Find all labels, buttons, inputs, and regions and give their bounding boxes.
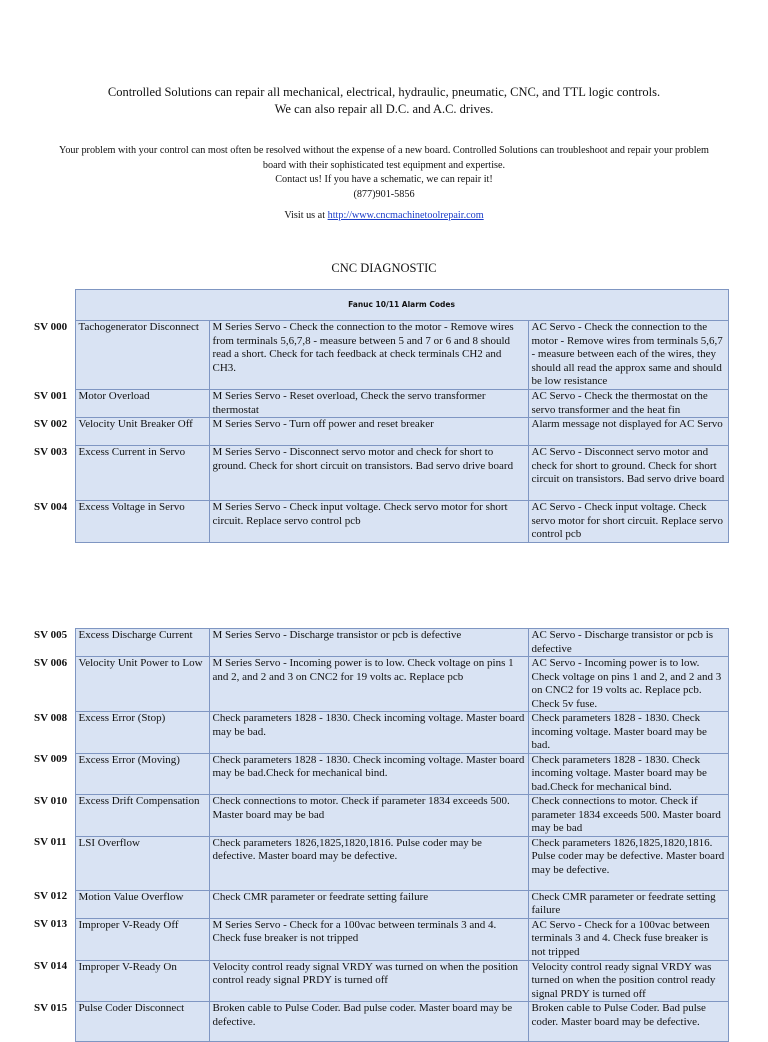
alarm-code: SV 002 [30,418,75,446]
intro-line-1: Controlled Solutions can repair all mechanical, electrical, hydraulic, pneumatic, CNC, and TTL logic controls. [107,85,661,99]
alarm-table-1 [30,289,729,543]
contact-para-2: board with their sophisticated test equipment and expertise. [262,159,506,171]
alarm-name: Excess Drift Compensation [75,795,209,837]
alarm-code: SV 006 [30,657,75,712]
table-row [30,1002,728,1042]
ac-servo-remedy: AC Servo - Discharge transistor or pcb is defective [528,629,728,657]
m-series-remedy: Check parameters 1828 - 1830. Check incoming voltage. Master board may be bad. [209,712,528,754]
alarm-code: SV 000 [30,321,75,390]
ac-servo-remedy: Broken cable to Pulse Coder. Bad pulse coder. Master board may be defective. [528,1002,728,1042]
ac-servo-remedy: AC Servo - Incoming power is to low. Check voltage on pins 1 and 2, and 2 and 3 on CNC2 for 19 volts ac. Replace pcb. Check 5v fuse. [528,657,728,712]
m-series-remedy: Broken cable to Pulse Coder. Bad pulse coder. Master board may be defective. [209,1002,528,1042]
m-series-remedy: M Series Servo - Incoming power is to low. Check voltage on pins 1 and 2, and 2 and 3 on CNC2 for 19 volts ac. Replace pcb [209,657,528,712]
ac-servo-remedy: AC Servo - Disconnect servo motor and check for short to ground. Check for short circuit on transistors. Bad servo drive board [528,446,728,501]
ac-servo-remedy: AC Servo - Check input voltage. Check servo motor for short circuit. Replace servo control pcb [528,501,728,543]
alarm-table-2 [30,628,729,1042]
ac-servo-remedy: Check parameters 1826,1825,1820,1816. Pulse coder may be defective. Master board may be defective. [528,836,728,890]
alarm-name: Excess Voltage in Servo [75,501,209,543]
page-heading: CNC DIAGNOSTIC [331,261,437,275]
alarm-code: SV 005 [30,629,75,657]
m-series-remedy: Check CMR parameter or feedrate setting failure [209,890,528,918]
table-row [30,390,728,418]
table-title: Fanuc 10/11 Alarm Codes [75,290,728,321]
alarm-code: SV 003 [30,446,75,501]
table-row [30,795,728,837]
alarm-name: Excess Discharge Current [75,629,209,657]
alarm-code: SV 014 [30,960,75,1002]
m-series-remedy: Velocity control ready signal VRDY was turned on when the position control ready signal PRDY is turned off [209,960,528,1002]
alarm-code: SV 013 [30,918,75,960]
alarm-code: SV 011 [30,836,75,890]
ac-servo-remedy: Velocity control ready signal VRDY was turned on when the position control ready signal PRDY is turned off [528,960,728,1002]
alarm-name: Motion Value Overflow [75,890,209,918]
ac-servo-remedy: Alarm message not displayed for AC Servo [528,418,728,446]
intro-block [0,84,768,118]
ac-servo-remedy: AC Servo - Check the connection to the motor - Remove wires from terminals 5,6,7 - measure between each of the wires, they should all read the approx same and should be low resistance [528,321,728,390]
alarm-code: SV 015 [30,1002,75,1042]
alarm-name: Excess Error (Stop) [75,712,209,754]
m-series-remedy: Check parameters 1826,1825,1820,1816. Pulse coder may be defective. Master board may be defective. [209,836,528,890]
intro-line-2: We can also repair all D.C. and A.C. drives. [274,102,494,116]
table-row [30,753,728,795]
table-row [30,712,728,754]
alarm-name: Velocity Unit Breaker Off [75,418,209,446]
alarm-code: SV 008 [30,712,75,754]
m-series-remedy: Check parameters 1828 - 1830. Check incoming voltage. Master board may be bad.Check for mechanical bind. [209,753,528,795]
visit-label: Visit us at [284,210,328,221]
m-series-remedy: M Series Servo - Turn off power and reset breaker [209,418,528,446]
table-row [30,890,728,918]
alarm-name: Tachogenerator Disconnect [75,321,209,390]
ac-servo-remedy: Check connections to motor. Check if parameter 1834 exceeds 500. Master board may be bad [528,795,728,837]
alarm-name: Velocity Unit Power to Low [75,657,209,712]
m-series-remedy: M Series Servo - Check for a 100vac between terminals 3 and 4. Check fuse breaker is not tripped [209,918,528,960]
alarm-name: LSI Overflow [75,836,209,890]
table-row [30,960,728,1002]
alarm-name: Motor Overload [75,390,209,418]
contact-para-1: Your problem with your control can most often be resolved without the expense of a new board. Controlled Solutions can troubleshoot and repair your problem [59,145,709,156]
table-row [30,501,728,543]
table-title-row [30,290,728,321]
alarm-code: SV 004 [30,501,75,543]
table-row [30,657,728,712]
table-row [30,836,728,890]
alarm-name: Improper V-Ready On [75,960,209,1002]
m-series-remedy: Check connections to motor. Check if parameter 1834 exceeds 500. Master board may be bad [209,795,528,837]
table-row [30,918,728,960]
m-series-remedy: M Series Servo - Check input voltage. Check servo motor for short circuit. Replace servo control pcb [209,501,528,543]
table-row [30,446,728,501]
table-row [30,321,728,390]
alarm-code: SV 001 [30,390,75,418]
m-series-remedy: M Series Servo - Disconnect servo motor and check for short to ground. Check for short circuit on transistors. Bad servo drive board [209,446,528,501]
contact-para-3: Contact us! If you have a schematic, we can repair it! [275,174,493,185]
alarm-name: Pulse Coder Disconnect [75,1002,209,1042]
table-row [30,418,728,446]
alarm-code: SV 009 [30,753,75,795]
ac-servo-remedy: Check parameters 1828 - 1830. Check incoming voltage. Master board may be bad. [528,712,728,754]
ac-servo-remedy: AC Servo - Check the thermostat on the servo transformer and the heat fin [528,390,728,418]
alarm-name: Improper V-Ready Off [75,918,209,960]
contact-phone: (877)901-5856 [353,188,415,200]
ac-servo-remedy: Check parameters 1828 - 1830. Check incoming voltage. Master board may be bad.Check for mechanical bind. [528,753,728,795]
contact-block [0,144,768,202]
m-series-remedy: M Series Servo - Check the connection to the motor - Remove wires from terminals 5,6,7,8 - measure between 5 and 7 or 6 and 8 should read a short. Check for tach feedback at check terminals CH2 and CH3. [209,321,528,390]
website-link[interactable]: http://www.cncmachinetoolrepair.com [327,210,484,221]
alarm-code: SV 010 [30,795,75,837]
alarm-name: Excess Current in Servo [75,446,209,501]
alarm-code: SV 012 [30,890,75,918]
alarm-name: Excess Error (Moving) [75,753,209,795]
ac-servo-remedy: Check CMR parameter or feedrate setting failure [528,890,728,918]
m-series-remedy: M Series Servo - Discharge transistor or pcb is defective [209,629,528,657]
visit-line [0,210,768,221]
m-series-remedy: M Series Servo - Reset overload, Check the servo transformer thermostat [209,390,528,418]
table-row [30,629,728,657]
ac-servo-remedy: AC Servo - Check for a 100vac between terminals 3 and 4. Check fuse breaker is not tripped [528,918,728,960]
